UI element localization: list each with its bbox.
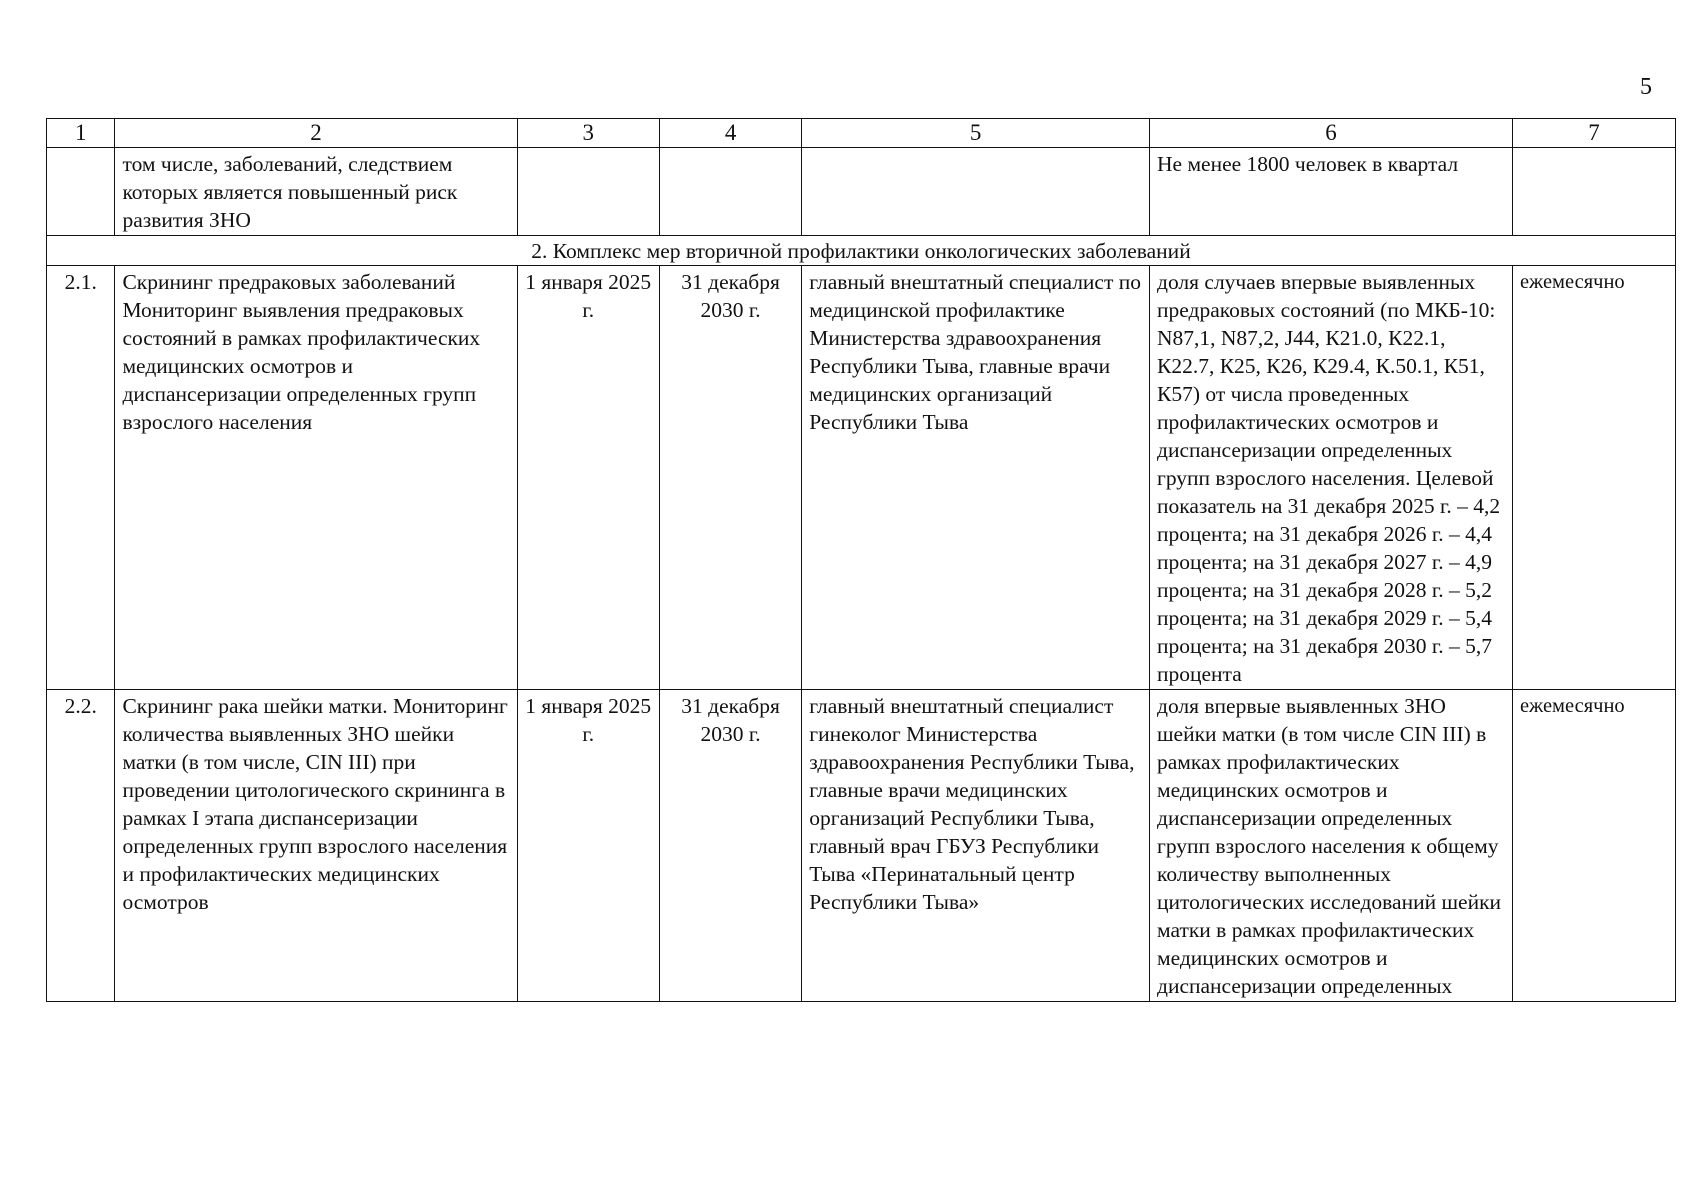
table-row xyxy=(47,266,1676,690)
column-header: 7 xyxy=(1512,119,1675,148)
frequency: ежемесячно xyxy=(1512,690,1675,1002)
measure-name: Скрининг предраковых заболеваний Мониторинг выявления предраковых состояний в рамках профилактических медицинских осмотров и диспансеризации определенных групп взрослого населения xyxy=(115,266,517,690)
table-cell xyxy=(802,148,1150,236)
measures-table xyxy=(46,118,1676,1002)
table-cell xyxy=(1512,148,1675,236)
page-number: 5 xyxy=(1640,74,1652,100)
column-header: 4 xyxy=(659,119,801,148)
end-date: 31 декабря 2030 г. xyxy=(659,266,801,690)
column-header: 2 xyxy=(115,119,517,148)
row-number: 2.2. xyxy=(47,690,115,1002)
table-cell xyxy=(659,148,801,236)
section-row xyxy=(47,236,1676,266)
end-date: 31 декабря 2030 г. xyxy=(659,690,801,1002)
column-numbers-row xyxy=(47,119,1676,148)
frequency: ежемесячно xyxy=(1512,266,1675,690)
table-cell xyxy=(47,148,115,236)
continuation-row xyxy=(47,148,1676,236)
start-date: 1 января 2025 г. xyxy=(517,690,659,1002)
responsible: главный внештатный специалист по медицинской профилактике Министерства здравоохранения Республики Тыва, главные врачи медицинских организаций Республики Тыва xyxy=(802,266,1150,690)
measure-name: Скрининг рака шейки матки. Мониторинг количества выявленных ЗНО шейки матки (в том числе, CIN III) при проведении цитологического скрининга в рамках I этапа диспансеризации определенных групп взрослого населения и профилактических медицинских осмотров xyxy=(115,690,517,1002)
column-header: 5 xyxy=(802,119,1150,148)
table-row xyxy=(47,690,1676,1002)
row-number: 2.1. xyxy=(47,266,115,690)
indicator: доля впервые выявленных ЗНО шейки матки (в том числе CIN III) в рамках профилактических медицинских осмотров и диспансеризации определенных групп взрослого населения к общему количеству выполненных цитологических исследований шейки матки в рамках профилактических медицинских осмотров и диспансеризации определенных xyxy=(1150,690,1513,1002)
column-header: 3 xyxy=(517,119,659,148)
start-date: 1 января 2025 г. xyxy=(517,266,659,690)
column-header: 1 xyxy=(47,119,115,148)
responsible: главный внештатный специалист гинеколог Министерства здравоохранения Республики Тыва, главные врачи медицинских организаций Республики Тыва, главный врач ГБУЗ Республики Тыва «Перинатальный центр Республики Тыва» xyxy=(802,690,1150,1002)
section-title: 2. Комплекс мер вторичной профилактики онкологических заболеваний xyxy=(47,236,1676,266)
continuation-description: том числе, заболеваний, следствием которых является повышенный риск развития ЗНО xyxy=(115,148,517,236)
indicator: доля случаев впервые выявленных предраковых состояний (по МКБ-10: N87,1, N87,2, J44, К21.0, К22.1, К22.7, К25, К26, К29.4, К.50.1, К51, К57) от числа проведенных профилактических осмотров и диспансеризации определенных групп взрослого населения. Целевой показатель на 31 декабря 2025 г. – 4,2 процента; на 31 декабря 2026 г. – 4,4 процента; на 31 декабря 2027 г. – 4,9 процента; на 31 декабря 2028 г. – 5,2 процента; на 31 декабря 2029 г. – 5,4 процента; на 31 декабря 2030 г. – 5,7 процента xyxy=(1150,266,1513,690)
continuation-indicator: Не менее 1800 человек в квартал xyxy=(1150,148,1513,236)
column-header: 6 xyxy=(1150,119,1513,148)
table-cell xyxy=(517,148,659,236)
